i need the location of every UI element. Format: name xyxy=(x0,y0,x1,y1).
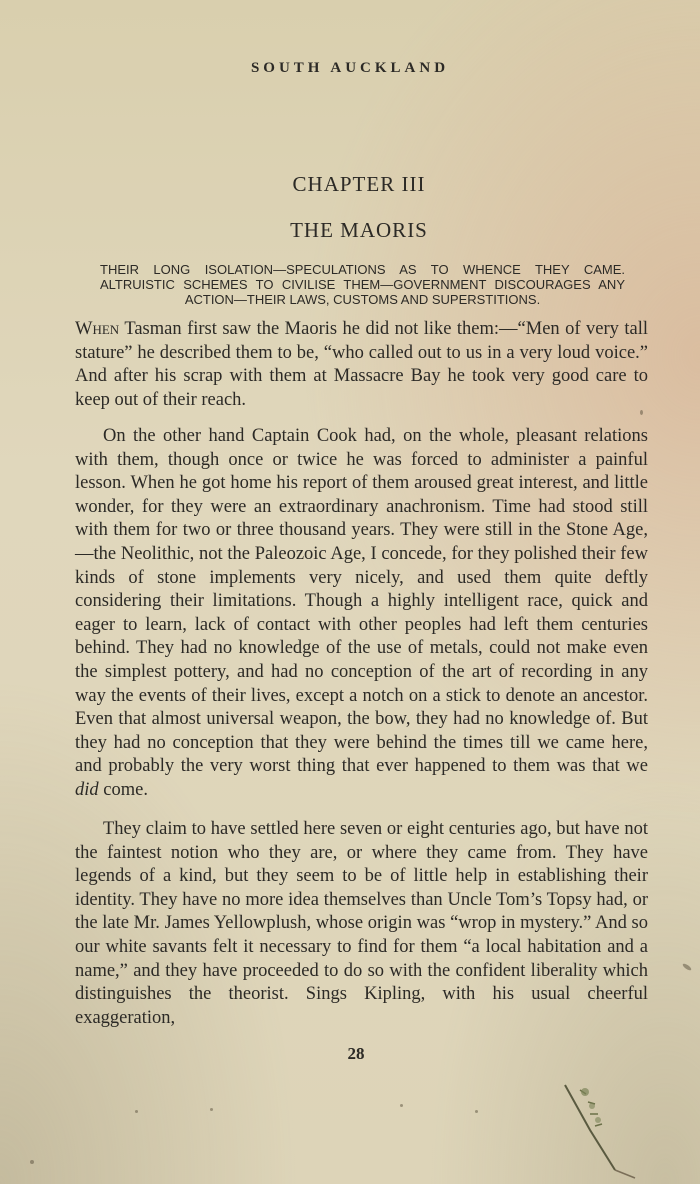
paragraph-1 xyxy=(75,318,648,412)
paper-speck xyxy=(682,962,692,971)
paragraph-1-text: Tasman first saw the Maoris he did not like them:—“Men of very tall stature” he described them to be, “who called out to us in a very loud voice.” And after his scrap with them at Massacre Bay he took very good care to keep out of their reach. xyxy=(75,319,648,410)
paper-speck xyxy=(135,1110,138,1113)
chapter-number: CHAPTER III xyxy=(292,172,426,196)
paragraph-2-text: On the other hand Captain Cook had, on the whole, pleasant relations with them, though once or twice he was forced to administer a painful lesson. When he got home his report of them aroused great interest, and little wonder, for they were an extraordinary anachronism. Time had stood still with them for two or three thousand years. They were still in the Stone Age,—the Neolithic, not the Paleozoic Age, I concede, for they polished their few kinds of stone implements very nicely, and used them quite deftly considering their limitations. Though a highly intelligent race, quick and eager to learn, lack of contact with other peoples had left them centuries behind. They had no knowledge of the use of metals, could not make even the simplest pottery, and had no conception of the art of recording in any way the events of their lives, except a notch on a stick to denote an ancestor. Even that almost universal weapon, the bow, they had no knowledge of. But they had no conception that they were behind the times till we came here, and probably the very worst thing that ever happened to them was that we xyxy=(75,426,648,777)
chapter-synopsis: THEIR LONG ISOLATION—SPECULATIONS AS TO WHENCE THEY CAME. ALTRUISTIC SCHEMES TO CIVILISE THEM—GOVERNMENT DISCOURAGES ANY ACTION—THEIR LAWS, CUSTOMS AND SUPERSTITIONS. xyxy=(100,262,625,307)
paragraph-1-lead-word: When xyxy=(75,319,120,339)
paragraph-3-text: They claim to have settled here seven or eight centuries ago, but have not the faintest notion who they are, or where they came from. They have legends of a kind, but they seem to be of little help in establishing their identity. They have no more idea themselves than Uncle Tom’s Topsy had, or the late Mr. James Yellowplush, whose origin was “wrop in mystery.” And so our white savants felt it necessary to find for them “a local habitation and a name,” and they have proceeded to do so with the confident liberality which distinguishes the theorist. Sings Kipling, with his usual cheerful exaggeration, xyxy=(75,819,648,1028)
chapter-title: THE MAORIS xyxy=(290,218,428,242)
paragraph-2-text-end: come. xyxy=(98,779,148,800)
paper-speck xyxy=(400,1104,403,1107)
page-number: 28 xyxy=(347,1044,365,1063)
paper-speck xyxy=(640,410,643,415)
paper-speck xyxy=(210,1108,213,1111)
paper-speck xyxy=(475,1110,478,1113)
paragraph-2 xyxy=(75,425,648,803)
paper-speck xyxy=(30,1160,34,1164)
running-head: SOUTH AUCKLAND xyxy=(250,60,450,76)
pressed-plant-icon xyxy=(560,1080,650,1180)
paragraph-3 xyxy=(75,818,648,1030)
paragraph-2-emphasis: did xyxy=(75,779,99,800)
